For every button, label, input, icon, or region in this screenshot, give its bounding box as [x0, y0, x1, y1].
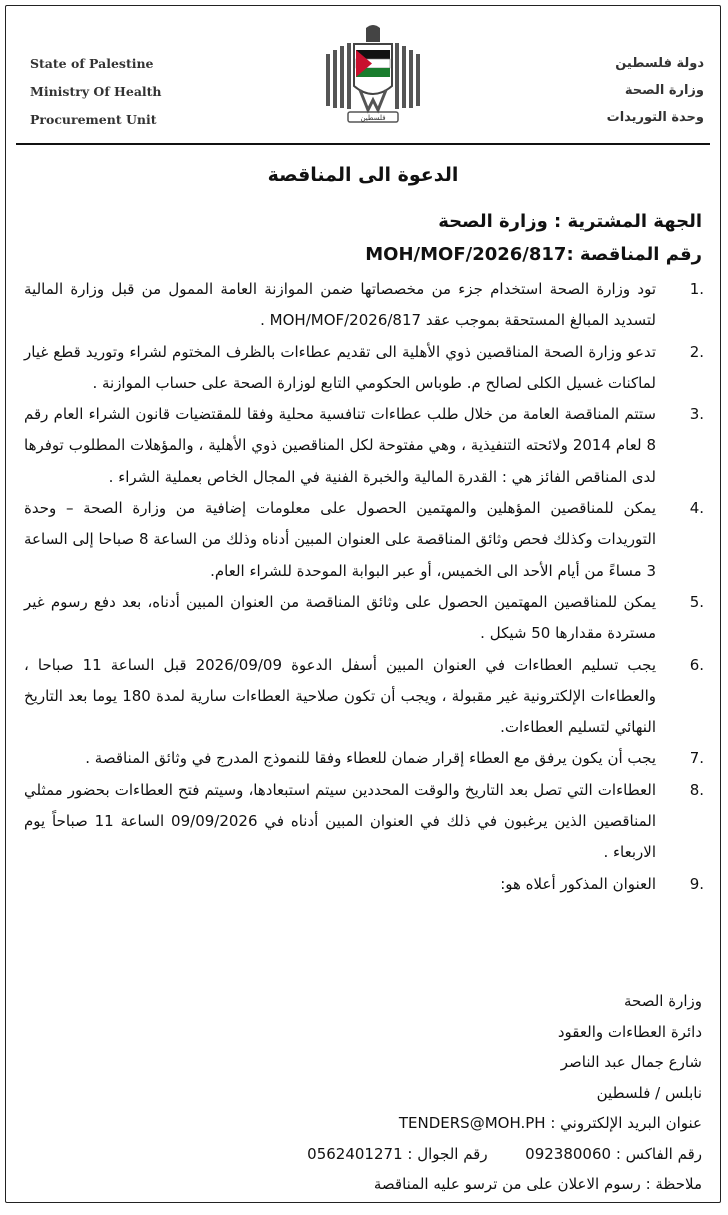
header-unit-ar: وحدة التوريدات — [606, 110, 704, 125]
item-text: العطاءات التي تصل بعد التاريخ والوقت المحددين سيتم استبعادها، وسيتم فتح العطاءات بحضور ممثلي المناقصين الذين يرغبون في ذلك في العنوان المبين أدناه في 09/09/2026 الساعة 11 صباحاً يوم الاربعاء . — [24, 780, 657, 862]
header-english — [30, 50, 162, 134]
header-ministry-ar: وزارة الصحة — [624, 83, 704, 98]
header-unit-en: Procurement Unit — [30, 112, 157, 127]
list-item — [24, 775, 704, 869]
header-state-en: State of Palestine — [30, 56, 154, 71]
emblem-caption: فلسطين — [360, 114, 386, 122]
item-number: 5. — [689, 592, 704, 611]
item-number: 3. — [689, 405, 704, 424]
header-divider — [16, 143, 710, 145]
address-block — [307, 986, 702, 1200]
email-line: عنوان البريد الإلكتروني : TENDERS@MOH.PH — [398, 1114, 702, 1132]
mobile-number: رقم الجوال : 0562401271 — [307, 1144, 488, 1163]
palestine-eagle-emblem-icon — [318, 24, 428, 132]
item-number: 9. — [689, 874, 704, 893]
list-item — [24, 399, 704, 493]
tender-items-list — [24, 274, 704, 900]
list-item — [24, 743, 704, 774]
header-state-ar: دولة فلسطين — [615, 56, 704, 71]
tender-notice-page — [5, 5, 721, 1203]
fax-number: رقم الفاكس : 092380060 — [525, 1144, 702, 1163]
item-text: ستتم المناقصة العامة من خلال طلب عطاءات تنافسية محلية وفقا للمقتضيات قانون الشراء العام رقم 8 لعام 2014 ولائحته التنفيذية ، وهي مفتوحة لكل المناقصين ذوي الأهلية ، والمؤهلات المطلوب توفرها لدى المناقص الفائز هي : القدرة المالية والخبرة الفنية في المجال الخاص بعملية الشراء . — [24, 405, 656, 486]
tender-number: رقم المناقصة :MOH/MOF/2026/817 — [365, 244, 702, 265]
list-item — [24, 587, 704, 650]
item-text: يمكن للمناقصين المهتمين الحصول على وثائق المناقصة من العنوان المبين أدناه، بعد دفع رسوم غير مستردة مقدارها 50 شيكل . — [24, 592, 656, 643]
item-number: 4. — [689, 499, 704, 518]
item-text: يجب أن يكون يرفق مع العطاء إقرار ضمان للعطاء وفقا للنموذج المدرج في وثائق المناقصة . — [85, 749, 656, 768]
address-line: نابلس / فلسطين — [596, 1083, 702, 1102]
item-text: العنوان المذكور أعلاه هو: — [500, 874, 656, 893]
list-item — [24, 650, 704, 744]
item-text: يمكن للمناقصين المؤهلين والمهتمين الحصول على معلومات إضافية من وزارة الصحة – وحدة التوريدات وكذلك فحص وثائق المناقصة على العنوان المبين أدناه وذلك من الساعة 8 صباحا إلى الساعة 3 مساءً من أيام الأحد الى الخميس، أو عبر البوابة الموحدة للشراء العام. — [24, 499, 656, 580]
page-title: الدعوة الى المناقصة — [267, 164, 459, 186]
item-text: تدعو وزارة الصحة المناقصين ذوي الأهلية الى تقديم عطاءات بالظرف المختوم لشراء وتوريد قطع غيار لماكنات غسيل الكلى لصالح م. طوباس الحكومي التابع لوزارة الصحة على حساب الموازنة . — [24, 342, 656, 392]
item-text: تود وزارة الصحة استخدام جزء من مخصصاتها ضمن الموازنة العامة الممول من قبل وزارة المالية لتسديد المبالغ المستحقة بموجب عقد MOH/MOF/2026/817 . — [24, 280, 656, 330]
item-number: 2. — [689, 342, 704, 361]
procuring-entity: الجهة المشترية : وزارة الصحة — [438, 211, 702, 232]
address-line: شارع جمال عبد الناصر — [560, 1053, 702, 1071]
header-ministry-en: Ministry Of Health — [30, 84, 162, 99]
list-item — [24, 493, 704, 587]
list-item — [24, 869, 704, 900]
item-number: 7. — [689, 749, 704, 768]
item-number: 1. — [689, 280, 704, 298]
address-line: دائرة العطاءات والعقود — [557, 1022, 702, 1041]
note-line: ملاحظة : رسوم الاعلان على من ترسو عليه المناقصة — [373, 1175, 702, 1193]
header-arabic — [607, 50, 704, 131]
list-item — [24, 337, 704, 400]
item-number: 8. — [689, 780, 704, 799]
item-number: 6. — [689, 655, 704, 674]
address-line: وزارة الصحة — [624, 992, 702, 1010]
phone-row — [307, 1139, 702, 1170]
item-text: يجب تسليم العطاءات في العنوان المبين أسفل الدعوة 2026/09/09 قبل الساعة 11 صباحا ، والعطاءات الإلكترونية غير مقبولة ، ويجب أن تكون صلاحية العطاءات سارية لمدة 180 يوما بعد التاريخ النهائي لتسليم العطاءات. — [24, 655, 657, 737]
list-item — [24, 274, 704, 337]
